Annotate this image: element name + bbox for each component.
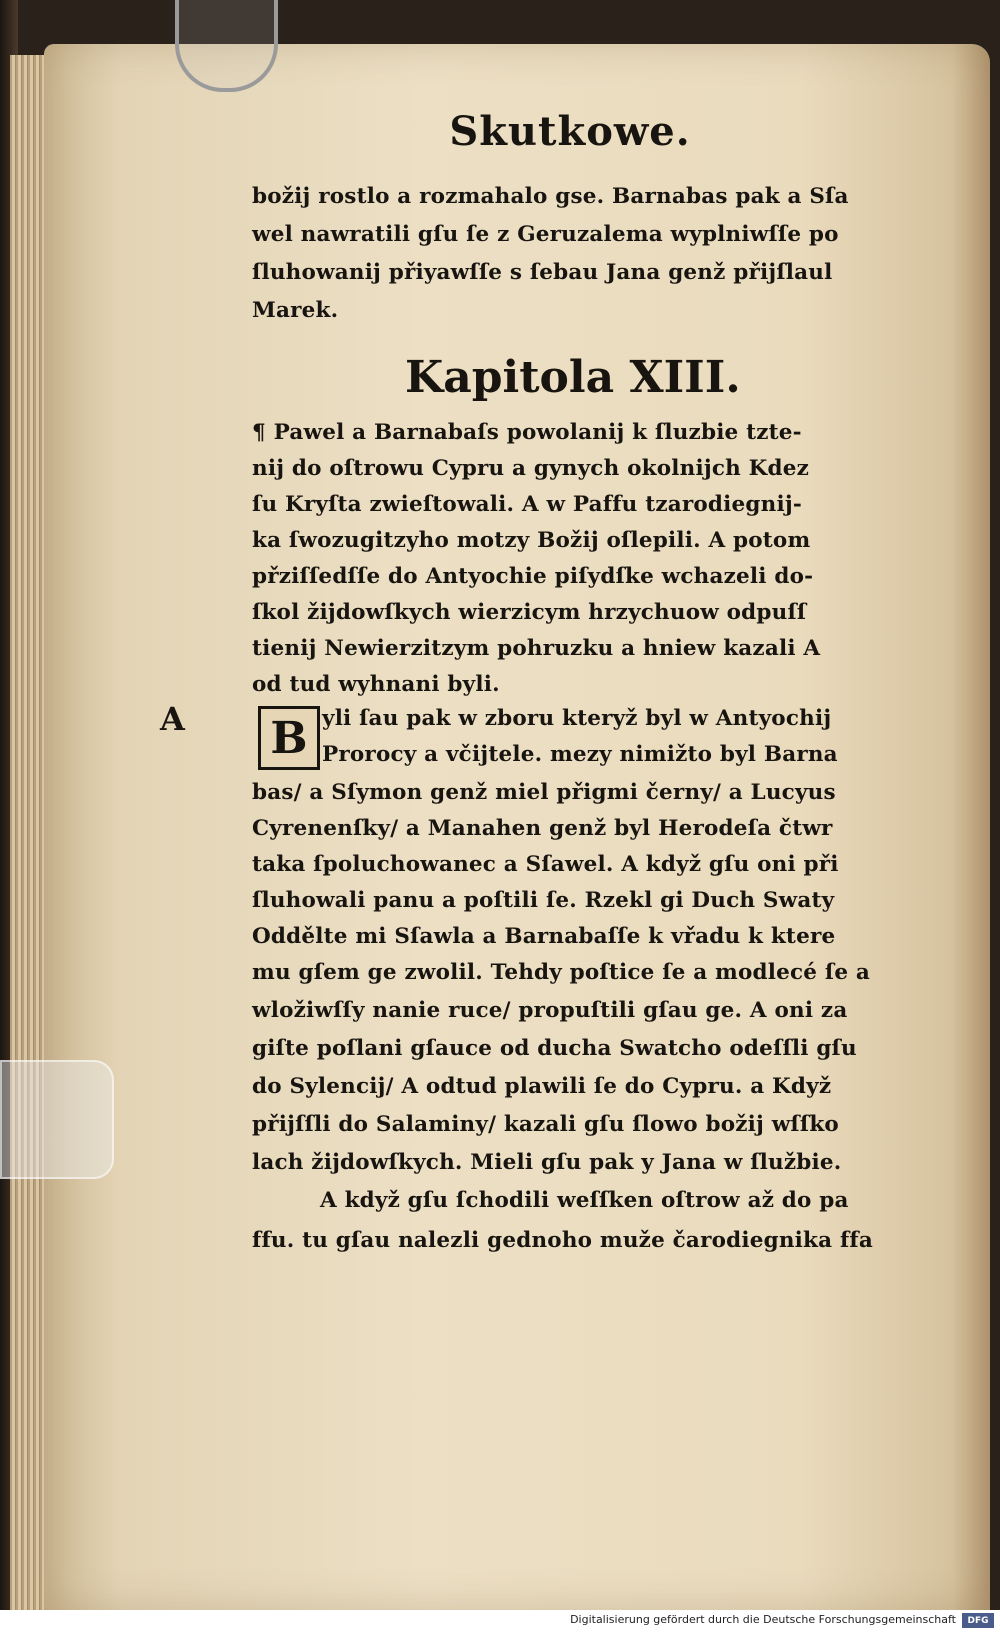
body-line: taka ſpoluchowanec a Sſawel. A když gſu oni při [252,852,839,877]
initial-letter: B [270,712,308,764]
body-line: ſluhowali panu a poſtili ſe. Rzekl gi Duch Swaty [252,888,835,913]
summary-line: přziſſedſſe do Antyochie piſydſke wchazeli do- [252,564,814,589]
summary-line: ſkol žijdowſkych wierzicym hrzychuow odpuſſ [252,600,807,625]
digitization-credit: Digitalisierung gefördert durch die Deutsche Forschungsgemeinschaft [570,1613,956,1626]
clear-band [0,1060,114,1179]
opening-line: wel nawratili gſu ſe z Geruzalema wyplniwſſe po [252,222,839,247]
paper-clip [175,0,278,92]
dfg-logo-text: DFG [967,1615,989,1626]
margin-letter: A [160,700,185,738]
summary-line: tienij Newierzitzym pohruzku a hniew kazali A [252,636,821,661]
body-line: ffu. tu gſau nalezli gednoho muže čarodiegnika ffa [252,1228,873,1253]
opening-line: Marek. [252,298,339,323]
body-line: A když gſu ſchodili weſſken oſtrow až do pa [320,1188,849,1213]
dfg-logo [962,1613,994,1628]
body-line: giſte poſlani gſauce od ducha Swatcho odeſſli gſu [252,1036,857,1061]
body-line: Prorocy a včijtele. mezy nimižto byl Barna [322,742,838,767]
summary-line: nij do oſtrowu Cypru a gynych okolnijch Kdez [252,456,810,481]
summary-line: ka ſwozugitzyho motzy Božij oſlepili. A potom [252,528,811,553]
body-line: yli ſau pak w zboru kteryž byl w Antyochij [322,706,832,731]
body-line: lach žijdowſkych. Mieli gſu pak y Jana w ſlužbie. [252,1150,842,1175]
body-line: Oddělte mi Sſawla a Barnabaſſe k vřadu k ktere [252,924,836,949]
body-line: přijſſli do Salaminy/ kazali gſu ſlowo božij wſſko [252,1112,839,1137]
opening-line: ſluhowanij přiyawſſe s ſebau Jana genž přijſlaul [252,260,833,285]
chapter-title: Kapitola XIII. [405,352,741,403]
summary-line: ¶ Pawel a Barnabaſs powolanij k ſluzbie tzte- [252,420,802,445]
body-line: do Sylencij/ A odtud plawili ſe do Cypru. a Když [252,1074,832,1099]
running-head: Skutkowe. [449,108,691,155]
body-line: bas/ a Sſymon genž miel přigmi černy/ a Lucyus [252,780,836,805]
body-line: mu gſem ge zwolil. Tehdy poſtice ſe a modlecé ſe a [252,960,871,985]
decorated-initial [258,706,320,770]
opening-line: božij rostlo a rozmahalo gse. Barnabas pak a Sſa [252,184,849,209]
summary-line: ſu Kryſta zwieſtowali. A w Paffu tzarodiegnij- [252,492,802,517]
summary-line: od tud wyhnani byli. [252,672,500,697]
body-line: wložiwſſy nanie ruce/ propuſtili gſau ge. A oni za [252,998,848,1023]
body-line: Cyrenenſky/ a Manahen genž byl Herodeſa čtwr [252,816,833,841]
